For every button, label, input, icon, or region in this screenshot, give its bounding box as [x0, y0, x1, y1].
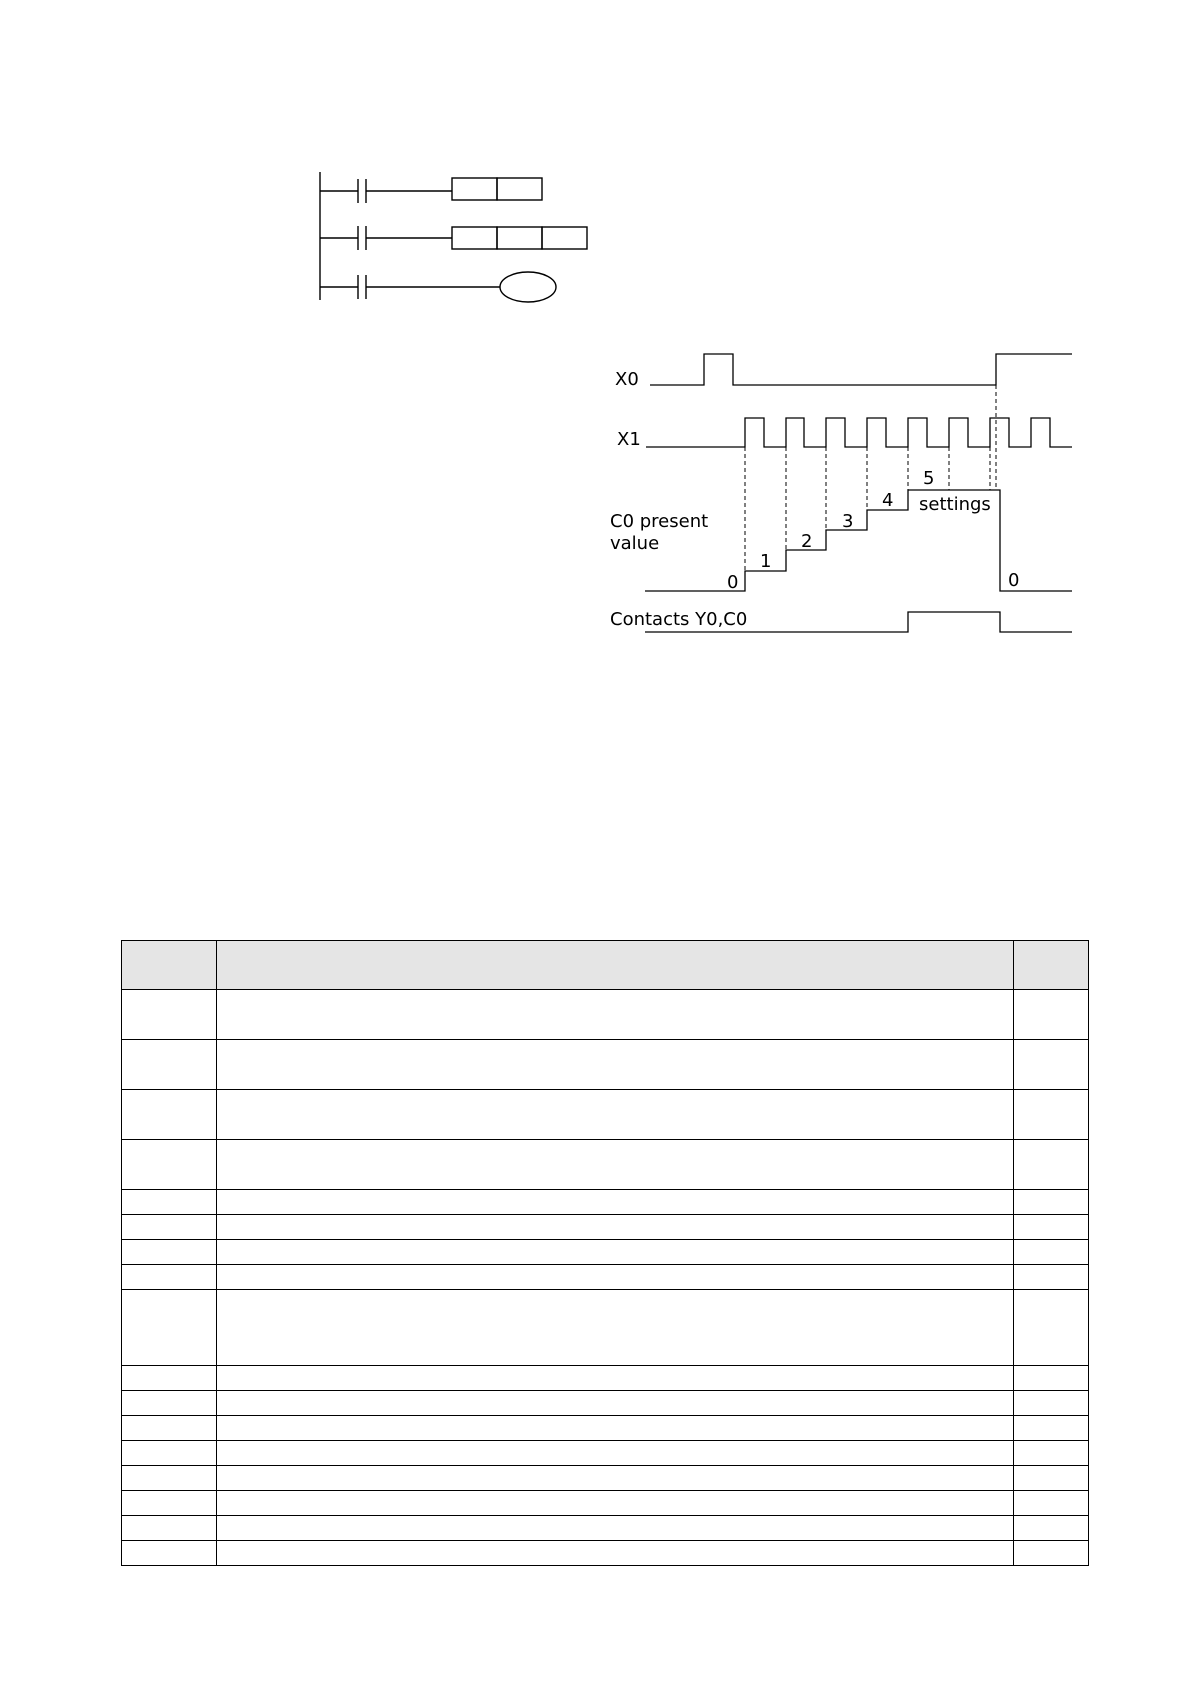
table-header-row [122, 941, 1089, 990]
label-settings: settings [919, 494, 991, 515]
table-cell [122, 1416, 217, 1441]
table-cell [217, 1240, 1014, 1265]
dashed-guides [745, 385, 996, 571]
x0-waveform [650, 354, 1072, 385]
table-cell [1014, 1215, 1089, 1240]
table-cell [217, 1416, 1014, 1441]
table-cell [1014, 1265, 1089, 1290]
table-cell [1014, 1441, 1089, 1466]
label-contacts: Contacts Y0,C0 [610, 609, 748, 630]
table-cell [217, 1491, 1014, 1516]
table-row [122, 1240, 1089, 1265]
table-row [122, 1441, 1089, 1466]
table-cell [1014, 1491, 1089, 1516]
table-cell [217, 1040, 1014, 1090]
table-row [122, 1541, 1089, 1566]
x1-waveform [646, 418, 1072, 447]
table-cell [122, 1140, 217, 1190]
count-value-5: 5 [923, 468, 935, 489]
label-c0-value: value [610, 533, 660, 554]
table-cell [122, 1265, 217, 1290]
table-cell [217, 1140, 1014, 1190]
label-c0-present: C0 present [610, 511, 709, 532]
table-row [122, 1215, 1089, 1240]
table-cell [217, 1290, 1014, 1366]
table-body [122, 990, 1089, 1566]
table-cell [217, 1366, 1014, 1391]
table-row [122, 1366, 1089, 1391]
table-cell [217, 1265, 1014, 1290]
table-cell [1014, 1391, 1089, 1416]
table-row [122, 990, 1089, 1040]
table-cell [122, 1466, 217, 1491]
table-cell [217, 1516, 1014, 1541]
table-row [122, 1140, 1089, 1190]
table-cell [122, 1491, 217, 1516]
table-row [122, 1265, 1089, 1290]
table-cell [122, 1190, 217, 1215]
table-cell [1014, 990, 1089, 1040]
count-value-3: 3 [842, 511, 854, 532]
table-row [122, 1190, 1089, 1215]
table-cell [122, 1516, 217, 1541]
count-value-2: 2 [801, 531, 813, 552]
table-cell [1014, 1090, 1089, 1140]
count-value-0: 0 [727, 572, 739, 593]
count-value-4: 4 [882, 490, 894, 511]
table-cell [217, 1391, 1014, 1416]
table-cell [1014, 1290, 1089, 1366]
table-cell [122, 1391, 217, 1416]
table-row [122, 1466, 1089, 1491]
table-cell [122, 1240, 217, 1265]
table-cell [1014, 1516, 1089, 1541]
table-row [122, 1491, 1089, 1516]
table-cell [1014, 1240, 1089, 1265]
table-cell [1014, 1541, 1089, 1566]
table-row [122, 1516, 1089, 1541]
table-cell [1014, 1040, 1089, 1090]
label-x0: X0 [615, 369, 639, 390]
header-cell [122, 941, 217, 990]
header-cell [217, 941, 1014, 990]
table-cell [122, 1441, 217, 1466]
table-cell [122, 1040, 217, 1090]
timing-diagram [0, 0, 1190, 660]
table-cell [122, 990, 217, 1040]
table-cell [1014, 1466, 1089, 1491]
table-cell [122, 1090, 217, 1140]
table-cell [1014, 1190, 1089, 1215]
table-cell [122, 1215, 217, 1240]
table-cell [217, 1441, 1014, 1466]
header-cell [1014, 941, 1089, 990]
table-cell [217, 1090, 1014, 1140]
table-cell [122, 1541, 217, 1566]
table-row [122, 1391, 1089, 1416]
table-row [122, 1290, 1089, 1366]
table-row [122, 1416, 1089, 1441]
reset-value-0: 0 [1008, 570, 1020, 591]
count-value-1: 1 [760, 551, 772, 572]
table-cell [217, 1466, 1014, 1491]
table-cell [1014, 1416, 1089, 1441]
table-row [122, 1090, 1089, 1140]
table-row [122, 1040, 1089, 1090]
table-cell [1014, 1140, 1089, 1190]
table-cell [217, 1190, 1014, 1215]
table-cell [217, 1541, 1014, 1566]
table-cell [1014, 1366, 1089, 1391]
spec-table [121, 940, 1089, 1566]
table-cell [217, 990, 1014, 1040]
label-x1: X1 [617, 429, 641, 450]
table-cell [122, 1290, 217, 1366]
table-cell [217, 1215, 1014, 1240]
table-cell [122, 1366, 217, 1391]
